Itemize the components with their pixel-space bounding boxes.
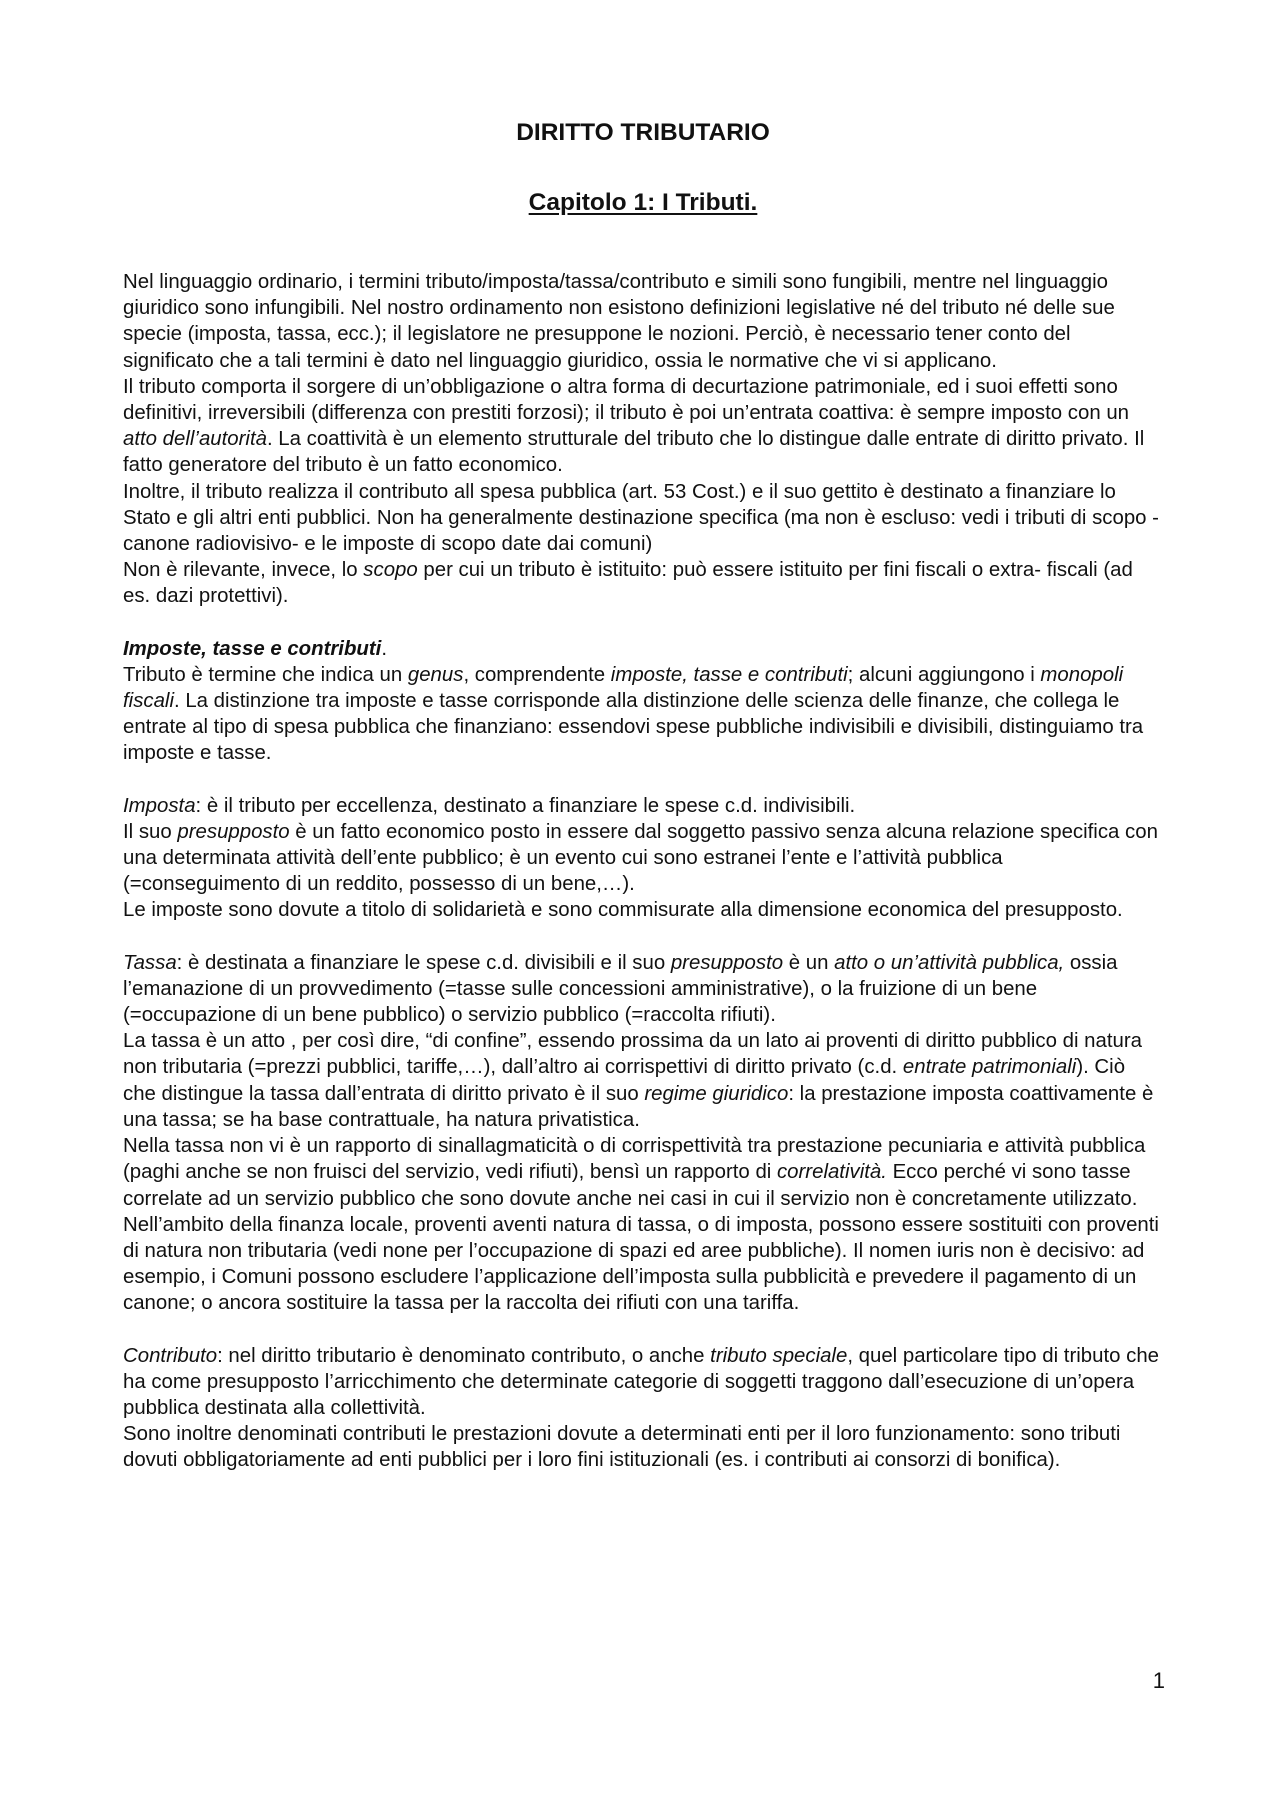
text-run: è un fatto economico posto in essere dal soggetto passivo senza alcuna relazione specifica con una determinata attività dell’ente pubblico; è un evento cui sono estranei l’ente e l’attività pubblica (=conseguimento di un reddito, possesso di un bene,…). — [123, 820, 1158, 896]
emphasis: monopoli fiscali — [123, 663, 1124, 713]
text-run: ; alcuni aggiungono i — [847, 663, 1041, 686]
text-run: , comprendente — [463, 663, 611, 686]
text-run: . La coattività è un elemento strutturale del tributo che lo distingue dalle entrate di diritto privato. Il fatto generatore del tributo è un fatto economico. — [123, 428, 1145, 477]
tassa-paragraph-4: Nell’ambito della finanza locale, proventi aventi natura di tassa, o di imposta, possono essere sostituiti con proventi di natura non tributaria (vedi none per l’occupazione di spazi ed aree pubbliche). Il nomen iuris non è decisivo: ad esempio, i Comuni possono escludere l’applicazione dell’imposta sulla pubblicità e prevedere il pagamento di un canone; o ancora sostituire la tassa per la raccolta dei rifiuti con una tariffa. — [123, 1213, 1159, 1315]
tassa-paragraph-1 — [123, 950, 1163, 1029]
imposta-paragraph-3: Le imposte sono dovute a titolo di solidarietà e sono commisurate alla dimensione economica del presupposto. — [123, 899, 1123, 922]
imposta-paragraph-1 — [123, 793, 1163, 819]
intro-paragraph-3: Inoltre, il tributo realizza il contributo all spesa pubblica (art. 53 Cost.) e il suo gettito è destinato a finanziare lo Stato e gli altri enti pubblici. Non ha generalmente destinazione specifica (ma non è escluso: vedi i tributi di scopo -canone radiovisivo- e le imposte di scopo date dai comuni) — [123, 480, 1159, 556]
text-run: ). Ciò che distingue la tassa dall’entrata di diritto privato è il suo — [123, 1056, 1126, 1105]
text-run: : la prestazione imposta coattivamente è una tassa; se ha base contrattuale, ha natura privatistica. — [123, 1082, 1154, 1131]
text-run: : è destinata a finanziare le spese c.d. divisibili e il suo — [176, 951, 671, 974]
term-imposta: Imposta — [123, 794, 196, 817]
text-run: : nel diritto tributario è denominato contributo, o anche — [217, 1344, 711, 1367]
intro-paragraph-2 — [123, 374, 1163, 479]
intro-paragraph-1: Nel linguaggio ordinario, i termini tributo/imposta/tassa/contributo e simili sono fungibili, mentre nel linguaggio giuridico sono infungibili. Nel nostro ordinamento non esistono definizioni legislative né del tributo né delle sue specie (imposta, tassa, ecc.); il legislatore ne presuppone le nozioni. Perciò, è necessario tener conto del significato che a tali termini è dato nel linguaggio giuridico, ossia le normative che vi si applicano. — [123, 271, 1115, 372]
imposta-paragraph-2 — [123, 819, 1163, 898]
text-run: Non è rilevante, invece, lo — [123, 559, 364, 582]
emphasis: atto o un’attività pubblica, — [834, 951, 1065, 974]
section-heading — [123, 636, 1163, 662]
emphasis: entrate patrimoniali — [902, 1056, 1077, 1079]
taxes-paragraph-1 — [123, 662, 1163, 767]
intro-section — [123, 269, 1163, 610]
contributo-section — [123, 1343, 1163, 1474]
text-run: è un — [783, 951, 835, 974]
emphasis: regime giuridico — [644, 1082, 789, 1105]
tassa-paragraph-3 — [123, 1133, 1163, 1212]
emphasis: tributo speciale — [710, 1344, 848, 1367]
text-run: . La distinzione tra imposte e tasse corrisponde alla distinzione delle scienza delle finanze, che collega le entrate al tipo di spesa pubblica che finanziano: essendovi spese pubbliche indivisibili e divisibili, distinguiamo tra imposte e tasse. — [123, 690, 1144, 765]
spacer — [123, 610, 1163, 636]
taxes-section — [123, 636, 1163, 767]
emphasis: scopo — [363, 559, 418, 582]
document-title: DIRITTO TRIBUTARIO — [516, 119, 770, 146]
page-content — [123, 118, 1163, 1474]
text-run: Ecco perché vi sono tasse correlate ad un servizio pubblico che sono dovute anche nei casi in cui il servizio non è concretamente utilizzato. — [123, 1161, 1138, 1210]
emphasis: genus — [407, 663, 464, 686]
contributo-paragraph-1 — [123, 1343, 1163, 1422]
text-run: ossia l’emanazione di un provvedimento (=tasse sulle concessioni amministrative), o la fruizione di un bene (=occupazione di un bene pubblico) o servizio pubblico (=raccolta rifiuti). — [123, 951, 1118, 1027]
emphasis: correlatività. — [776, 1161, 887, 1184]
text-run: La tassa è un atto , per così dire, “di confine”, essendo prossima da un lato ai proventi di diritto pubblico di natura non tributaria (=prezzi pubblici, tariffe,…), dall’altro ai corrispettivi di diritto privato (c.d. — [123, 1030, 1142, 1079]
text-run: per cui un tributo è istituito: può essere istituito per fini fiscali o extra- fiscali (ad es. dazi protettivi). — [123, 559, 1133, 608]
text-run: : è il tributo per eccellenza, destinato a finanziare le spese c.d. indivisibili. — [195, 794, 856, 817]
contributo-paragraph-2: Sono inoltre denominati contributi le prestazioni dovute a determinati enti per il loro funzionamento: sono tributi dovuti obbligatoriamente ad enti pubblici per i loro fini istituzionali (es. i contributi ai consorzi di bonifica). — [123, 1423, 1121, 1472]
emphasis: imposte, tasse e contributi — [610, 663, 848, 686]
tassa-section — [123, 950, 1163, 1317]
section-heading-text: Imposte, tasse e contributi — [123, 637, 382, 660]
term-tassa: Tassa — [123, 951, 177, 974]
term-contributo: Contributo — [123, 1344, 218, 1367]
tassa-paragraph-2 — [123, 1028, 1163, 1133]
page-number: 1 — [1152, 1668, 1165, 1693]
emphasis: presupposto — [177, 820, 290, 843]
spacer — [123, 1317, 1163, 1343]
text-run: Tributo è termine che indica un — [123, 663, 408, 686]
section-heading-punct: . — [381, 637, 388, 660]
imposta-section — [123, 793, 1163, 924]
chapter-title: Capitolo 1: I Tributi. — [528, 189, 758, 216]
text-run: Il tributo comporta il sorgere di un’obbligazione o altra forma di decurtazione patrimoniale, ed i suoi effetti sono definitivi, irreversibili (differenza con prestiti forzosi); il tributo è poi un’entrata coattiva: è sempre imposto con un — [123, 375, 1130, 425]
text-run: Il suo — [123, 820, 178, 843]
spacer — [123, 924, 1163, 950]
spacer — [123, 767, 1163, 793]
text-run: Nella tassa non vi è un rapporto di sinallagmaticità o di corrispettività tra prestazione pecuniaria e attività pubblica (paghi anche se non fruisci del servizio, vedi rifiuti), bensì un rapporto di — [123, 1135, 1146, 1184]
emphasis: atto dell’autorità — [123, 428, 267, 451]
intro-paragraph-4 — [123, 557, 1163, 609]
text-run: , quel particolare tipo di tributo che ha come presupposto l’arricchimento che determinate categorie di soggetti traggono dall’esecuzione di un’opera pubblica destinata alla collettività. — [123, 1344, 1160, 1419]
emphasis: presupposto — [670, 951, 784, 974]
